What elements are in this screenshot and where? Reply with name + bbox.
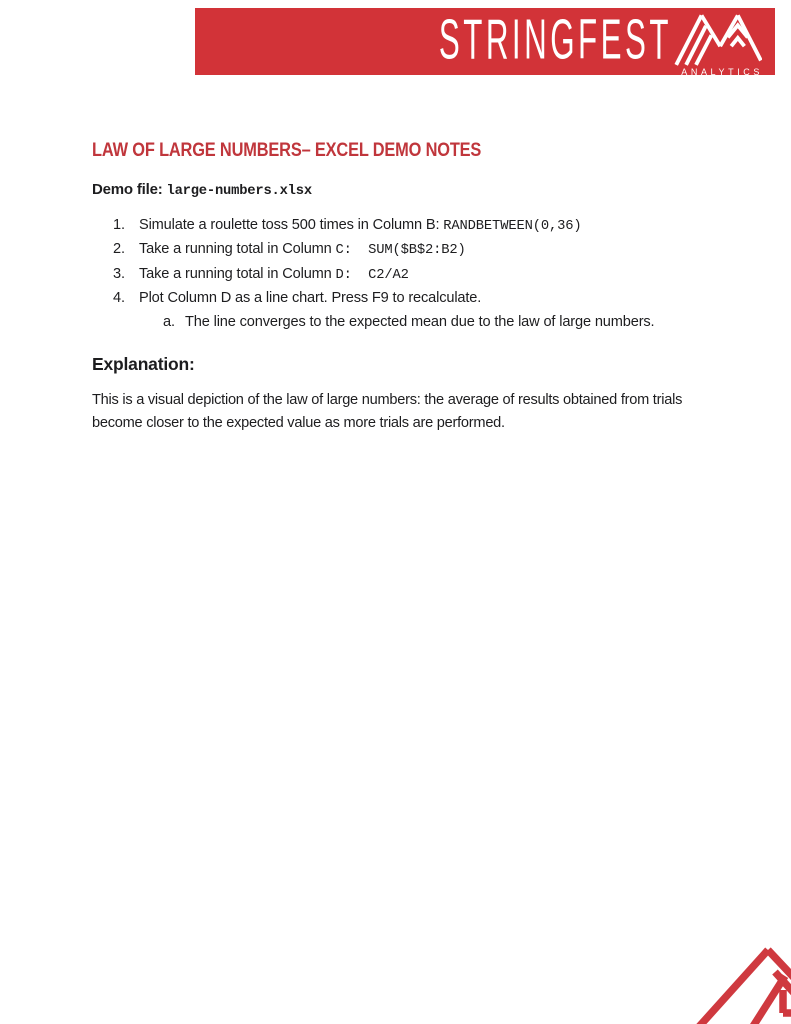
substep-item-a (163, 311, 712, 333)
demo-file-name: large-numbers.xlsx (166, 184, 312, 199)
step-text: Take a running total in Column C: SUM($B$2:B2) (139, 241, 466, 259)
step-item-1 (113, 214, 712, 238)
substep-text: The line converges to the expected mean due to the law of large numbers. (185, 314, 655, 331)
header-banner (195, 8, 775, 75)
brand-wordmark: STRINGFEST (439, 8, 673, 71)
page-title: LAW OF LARGE NUMBERS– EXCEL DEMO NOTES (92, 139, 482, 161)
step-text: Plot Column D as a line chart. Press F9 to recalculate. (139, 289, 482, 306)
step-number: 1. (113, 217, 125, 233)
step-code: RANDBETWEEN(0,36) (443, 219, 582, 234)
step-item-2 (113, 238, 712, 262)
corner-mountain-logo-icon (640, 920, 791, 1024)
mountain-peaks-icon (674, 11, 762, 66)
document-content (92, 139, 712, 435)
substep-number: a. (163, 314, 175, 331)
step-code: D: C2/A2 (335, 267, 409, 283)
explanation-heading: Explanation: (92, 354, 195, 375)
step-item-4 (113, 287, 712, 311)
step-item-3 (113, 263, 712, 287)
step-number: 3. (113, 265, 125, 282)
steps-list (92, 214, 712, 333)
brand-logo-block (674, 11, 763, 77)
step-code: C: SUM($B$2:B2) (335, 243, 466, 259)
demo-file-line (92, 181, 712, 199)
brand-sub-label: ANALYTICS (681, 66, 763, 77)
step-number: 2. (113, 241, 125, 258)
step-number: 4. (113, 289, 125, 306)
step-text: Simulate a roulette toss 500 times in Column B: RANDBETWEEN(0,36) (139, 217, 582, 234)
step-text: Take a running total in Column D: C2/A2 (139, 265, 409, 283)
explanation-paragraph: This is a visual depiction of the law of large numbers: the average of results obtained from trials become closer to the expected value as more trials are performed. (92, 392, 683, 432)
demo-file-label: Demo file: (92, 181, 163, 198)
